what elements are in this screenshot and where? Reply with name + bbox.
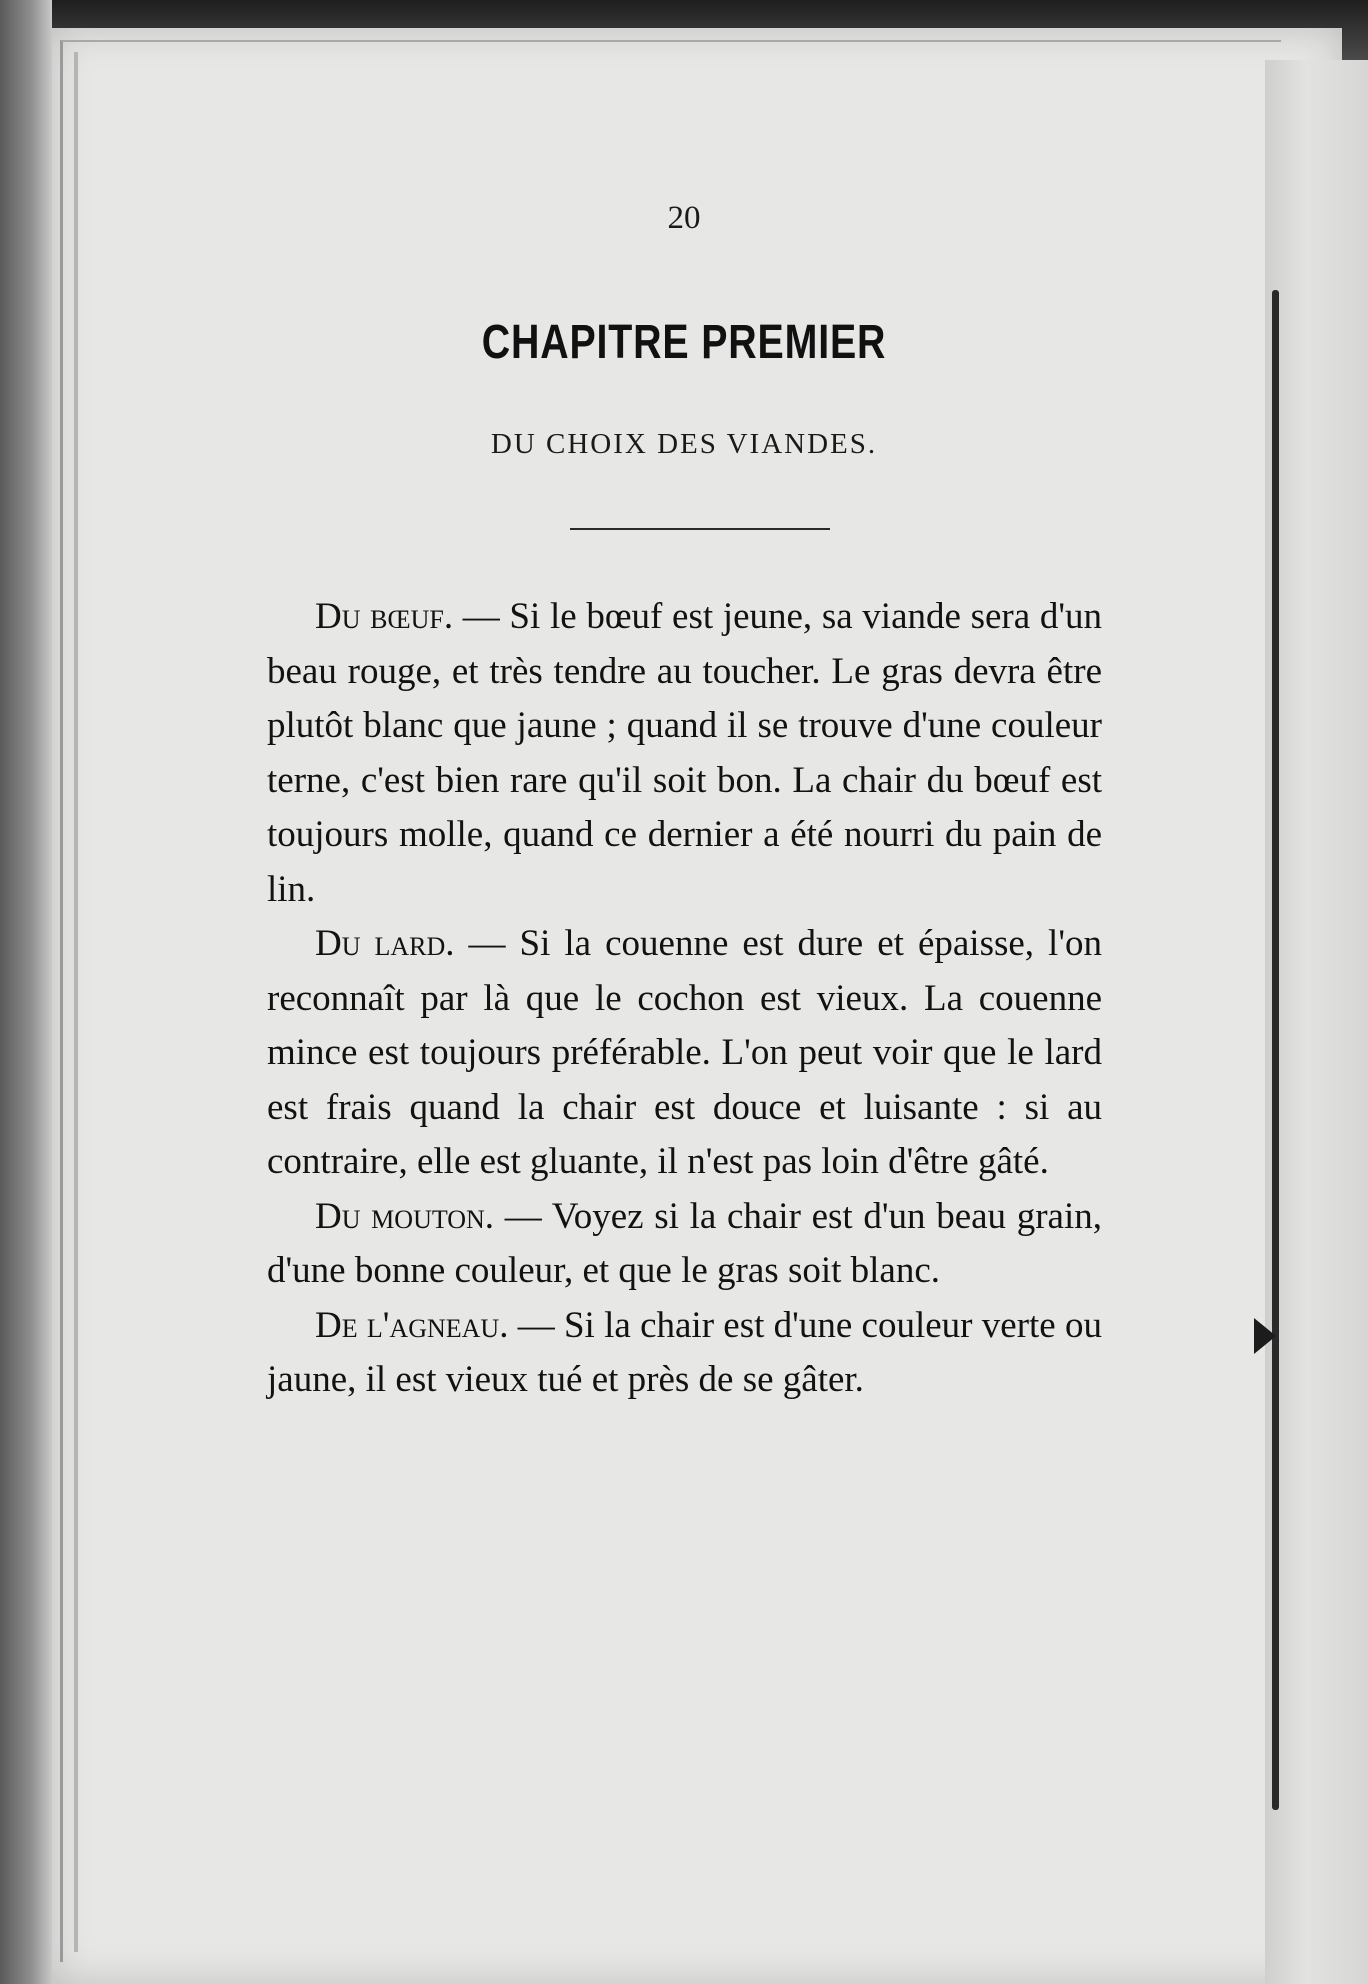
paragraph-mutton	[267, 1190, 1102, 1299]
chapter-title: CHAPITRE PREMIER	[481, 316, 887, 369]
section-heading-mutton: Du mouton.	[315, 1195, 495, 1237]
section-heading-lard: Du lard.	[315, 923, 455, 964]
binding-notch	[1254, 1318, 1276, 1354]
section-heading-beef: Du bœuf.	[315, 596, 454, 637]
section-text-lamb: — Si la chair est d'une couleur verte ou jaune, il est vieux tué et près de se gâter.	[267, 1304, 1102, 1400]
paragraph-lard	[267, 917, 1102, 1190]
body-text	[267, 590, 1102, 1408]
section-text-mutton: — Voyez si la chair est d'un beau grain, d'une bonne couleur, et que le gras soit blanc.	[267, 1195, 1102, 1291]
paragraph-lamb	[267, 1299, 1102, 1408]
scan-left-edge	[0, 0, 52, 1984]
page-inner-edge	[74, 52, 78, 1952]
chapter-subtitle: DU CHOIX DES VIANDES.	[490, 428, 878, 460]
title-divider	[570, 528, 830, 530]
section-text-beef: — Si le bœuf est jeune, sa viande sera d'un beau rouge, et très tendre au toucher. Le gras devra être plutôt blanc que jaune ; quand il se trouve d'une couleur terne, c'est bien rare qu'il soit bon. La chair du bœuf est toujours molle, quand ce dernier a été nourri du pain de lin.	[267, 596, 1102, 910]
section-text-lard: — Si la couenne est dure et épaisse, l'on reconnaît par là que le cochon est vieux. La couenne mince est toujours préférable. L'on peut voir que le lard est frais quand la chair est douce et luisante : si au contraire, elle est gluante, il n'est pas loin d'être gâté.	[267, 923, 1102, 1182]
section-heading-lamb: De l'agneau.	[315, 1304, 509, 1346]
binding-strip	[1265, 60, 1368, 1984]
page-number: 20	[667, 200, 701, 236]
paragraph-beef	[267, 590, 1102, 917]
binding-line	[1272, 290, 1279, 1810]
